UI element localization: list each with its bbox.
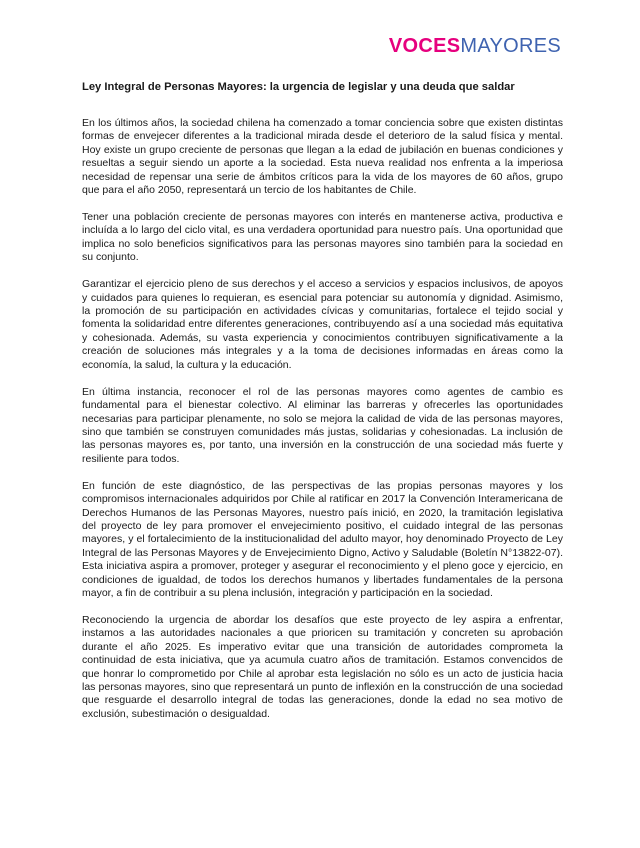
document-body bbox=[82, 117, 563, 735]
logo-text-mayores: MAYORES bbox=[460, 35, 561, 57]
paragraph-1: En los últimos años, la sociedad chilena ha comenzado a tomar conciencia sobre que existen distintas formas de envejecer diferentes a la tradicional mirada desde el deterioro de la salud física y mental. Hoy existe un grupo creciente de personas que llegan a la edad de jubilación en buenas condiciones y resueltas a seguir siendo un aporte a la sociedad. Esta nueva realidad nos enfrenta a la imperiosa necesidad de repensar una serie de ámbitos críticos para la vida de los mayores de 60 años, grupo que para el año 2050, representará un tercio de los habitantes de Chile. bbox=[82, 117, 563, 197]
paragraph-4: En última instancia, reconocer el rol de las personas mayores como agentes de cambio es fundamental para el bienestar colectivo. Al eliminar las barreras y ofrecerles las oportunidades necesarias para participar plenamente, no solo se mejora la calidad de vida de las personas mayores, sino que también se construyen comunidades más justas, solidarias y cohesionadas. La inclusión de las personas mayores es, por tanto, una inversión en la construcción de una sociedad más fuerte y resiliente para todos. bbox=[82, 385, 563, 465]
paragraph-6: Reconociendo la urgencia de abordar los desafíos que este proyecto de ley aspira a enfrentar, instamos a las autoridades nacionales a que prioricen su tramitación y concreten su aprobación durante el año 2025. Es imperativo evitar que una transición de autoridades comprometa la continuidad de esta iniciativa, que ya acumula cuatro años de tramitación. Estamos convencidos de que honrar lo comprometido por Chile al aprobar esta legislación no sólo es un acto de justicia hacia las personas mayores, sino que representará un punto de inflexión en la construcción de una sociedad que resguarde el desarrollo integral de todas las generaciones, donde la edad no sea motivo de exclusión, subestimación o desigualdad. bbox=[82, 613, 563, 720]
paragraph-2: Tener una población creciente de personas mayores con interés en mantenerse activa, productiva e incluída a lo largo del ciclo vital, es una verdadera oportunidad para nuestro país. Una oportunidad que implica no solo beneficios significativos para las personas mayores sino también para la sociedad en su conjunto. bbox=[82, 211, 563, 264]
logo-text-voces: VOCES bbox=[388, 35, 461, 57]
paragraph-3: Garantizar el ejercicio pleno de sus derechos y el acceso a servicios y espacios inclusivos, de apoyos y cuidados para quienes lo requieran, es esencial para potenciar su autonomía y dignidad. Asimismo, la promoción de su participación en actividades cívicas y comunitarias, fortalece el tejido social y fomenta la solidaridad entre diferentes generaciones, contribuyendo así a una sociedad más equitativa y cohesionada. Además, su vasta experiencia y conocimientos contribuyen significativamente a la creación de soluciones más integrales y a la toma de decisiones informadas en áreas como la economía, la salud, la cultura y la educación. bbox=[82, 278, 563, 371]
paragraph-5: En función de este diagnóstico, de las perspectivas de las propias personas mayores y los compromisos internacionales adquiridos por Chile al ratificar en 2017 la Convención Interamericana de Derechos Humanos de las Personas Mayores, nuestro país inició, en 2020, la tramitación legislativa del proyecto de ley para promover el envejecimiento positivo, el cuidado integral de las personas mayores, y el fortalecimiento de la institucionalidad del adulto mayor, hoy denominado Proyecto de Ley Integral de las Personas Mayores y de Envejecimiento Digno, Activo y Saludable (Boletín N°13822-07). Esta iniciativa aspira a promover, proteger y asegurar el reconocimiento y el pleno goce y ejercicio, en condiciones de igualdad, de todos los derechos humanos y libertades fundamentales de la persona mayor, a fin de contribuir a su plena inclusión, integración y participación en la sociedad. bbox=[82, 479, 563, 599]
voces-mayores-logo bbox=[389, 36, 561, 56]
document-title: Ley Integral de Personas Mayores: la urgencia de legislar y una deuda que saldar bbox=[82, 81, 515, 93]
